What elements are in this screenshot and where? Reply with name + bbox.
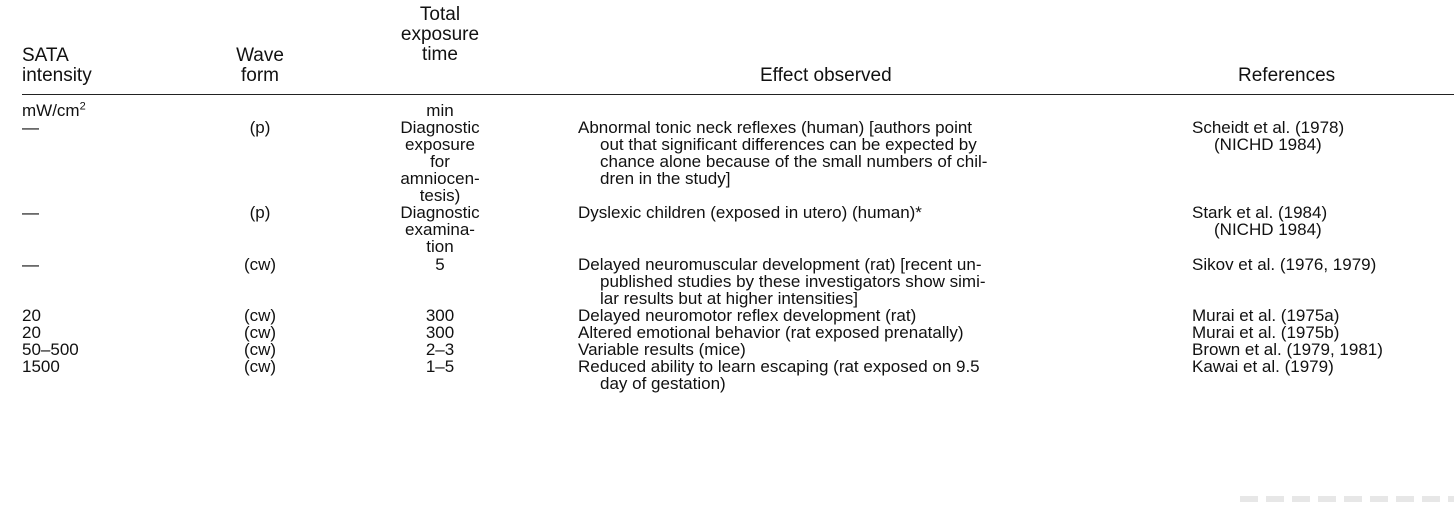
table-cell-waveform: (p) bbox=[249, 203, 271, 222]
table-cell-effect: Variable results (mice) bbox=[578, 340, 746, 359]
table-cell-references: Scheidt et al. (1978) (NICHD 1984) bbox=[1192, 118, 1345, 154]
header-intensity: SATA intensity bbox=[22, 45, 92, 86]
table-cell-waveform: (cw) bbox=[243, 357, 277, 376]
header-effect: Effect observed bbox=[760, 65, 892, 86]
table-cell-exposure: 5 bbox=[435, 255, 445, 274]
table-cell-effect: Abnormal tonic neck reflexes (human) [authors point out that significant differences can be expected by chance alone because of the small numbers of chil- dren in the study] bbox=[578, 118, 988, 188]
table-cell-intensity: 50–500 bbox=[22, 340, 79, 359]
table-cell-exposure: Diagnostic exposure for amniocen- tesis) bbox=[400, 118, 480, 205]
scan-artifact bbox=[1240, 496, 1454, 502]
unit-intensity-sup: 2 bbox=[79, 100, 86, 113]
table-cell-exposure: 2–3 bbox=[425, 340, 455, 359]
table-cell-waveform: (cw) bbox=[243, 340, 277, 359]
table-cell-intensity: — bbox=[22, 118, 39, 137]
table-cell-effect: Dyslexic children (exposed in utero) (human)* bbox=[578, 203, 922, 222]
table-cell-exposure: 1–5 bbox=[425, 357, 455, 376]
header-exposure: Total exposure time bbox=[400, 4, 480, 65]
table-cell-waveform: (p) bbox=[249, 118, 271, 137]
table-cell-waveform: (cw) bbox=[243, 323, 277, 342]
table-cell-effect: Delayed neuromuscular development (rat) [recent un- published studies by these investigators show simi- lar results but at higher intensities] bbox=[578, 255, 986, 308]
table-cell-intensity: 20 bbox=[22, 306, 41, 325]
table-cell-intensity: 20 bbox=[22, 323, 41, 342]
unit-intensity: $mW/cm^2$ bbox=[22, 100, 86, 120]
table-cell-intensity: — bbox=[22, 255, 39, 274]
table-cell-references: Sikov et al. (1976, 1979) bbox=[1192, 255, 1377, 274]
table-cell-references: Murai et al. (1975b) bbox=[1192, 323, 1340, 342]
header-references: References bbox=[1238, 65, 1336, 86]
header-waveform: Wave form bbox=[236, 45, 284, 86]
header-rule bbox=[22, 94, 1454, 95]
table-cell-references: Stark et al. (1984) (NICHD 1984) bbox=[1192, 203, 1328, 239]
table-cell-intensity: — bbox=[22, 203, 39, 222]
table-cell-references: Murai et al. (1975a) bbox=[1192, 306, 1340, 325]
table-cell-waveform: (cw) bbox=[243, 306, 277, 325]
table-cell-references: Brown et al. (1979, 1981) bbox=[1192, 340, 1383, 359]
table-cell-exposure: 300 bbox=[425, 323, 455, 342]
table-cell-waveform: (cw) bbox=[243, 255, 277, 274]
unit-exposure: min bbox=[426, 101, 454, 120]
table-cell-exposure: 300 bbox=[425, 306, 455, 325]
table-cell-references: Kawai et al. (1979) bbox=[1192, 357, 1334, 376]
table-cell-effect: Delayed neuromotor reflex development (rat) bbox=[578, 306, 917, 325]
table-cell-intensity: 1500 bbox=[22, 357, 60, 376]
table-cell-effect: Reduced ability to learn escaping (rat exposed on 9.5 day of gestation) bbox=[578, 357, 980, 393]
table-cell-effect: Altered emotional behavior (rat exposed prenatally) bbox=[578, 323, 964, 342]
table-cell-exposure: Diagnostic examina- tion bbox=[400, 203, 480, 256]
